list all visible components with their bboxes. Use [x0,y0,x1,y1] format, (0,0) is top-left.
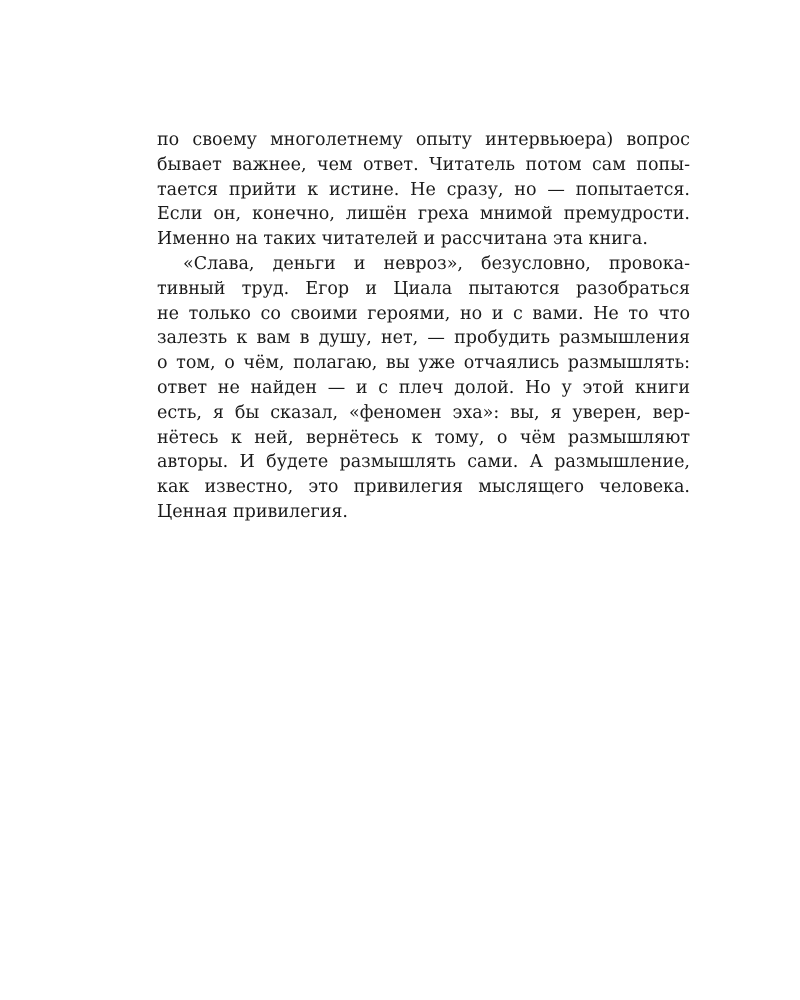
text-line: тивный труд. Егор и Циала пытаются разобраться [157,278,690,299]
text-line: Ценная привилегия. [157,501,348,522]
text-line: залезть к вам в душу, нет, — пробудить размышления [157,328,690,349]
text-line: тается прийти к истине. Не сразу, но — попытается. [157,179,690,200]
text-line: ответ не найден — и с плеч долой. Но у этой книги [157,377,690,398]
text-line: не только со своими героями, но и с вами. Не то что [157,303,690,324]
text-line: Именно на таких читателей и рассчитана эта книга. [157,229,648,250]
text-line: по своему многолетнему опыту интервьюера) вопрос [157,130,690,150]
text-line: нётесь к ней, вернётесь к тому, о чём размышляют [157,427,690,448]
text-line: о том, о чём, полагаю, вы уже отчаялись размышлять: [157,353,690,374]
text-line: авторы. И будете размышлять сами. А размышление, [157,452,690,473]
body-text [157,128,690,525]
text-line: есть, я бы сказал, «феномен эха»: вы, я уверен, вер- [157,402,690,423]
text-line: Если он, конечно, лишён греха мнимой премудрости. [157,204,690,225]
text-line: бывает важнее, чем ответ. Читатель потом сам попы- [157,154,690,175]
text-line: как известно, это привилегия мыслящего человека. [157,477,690,498]
text-line: «Слава, деньги и невроз», безусловно, провока- [183,253,690,274]
